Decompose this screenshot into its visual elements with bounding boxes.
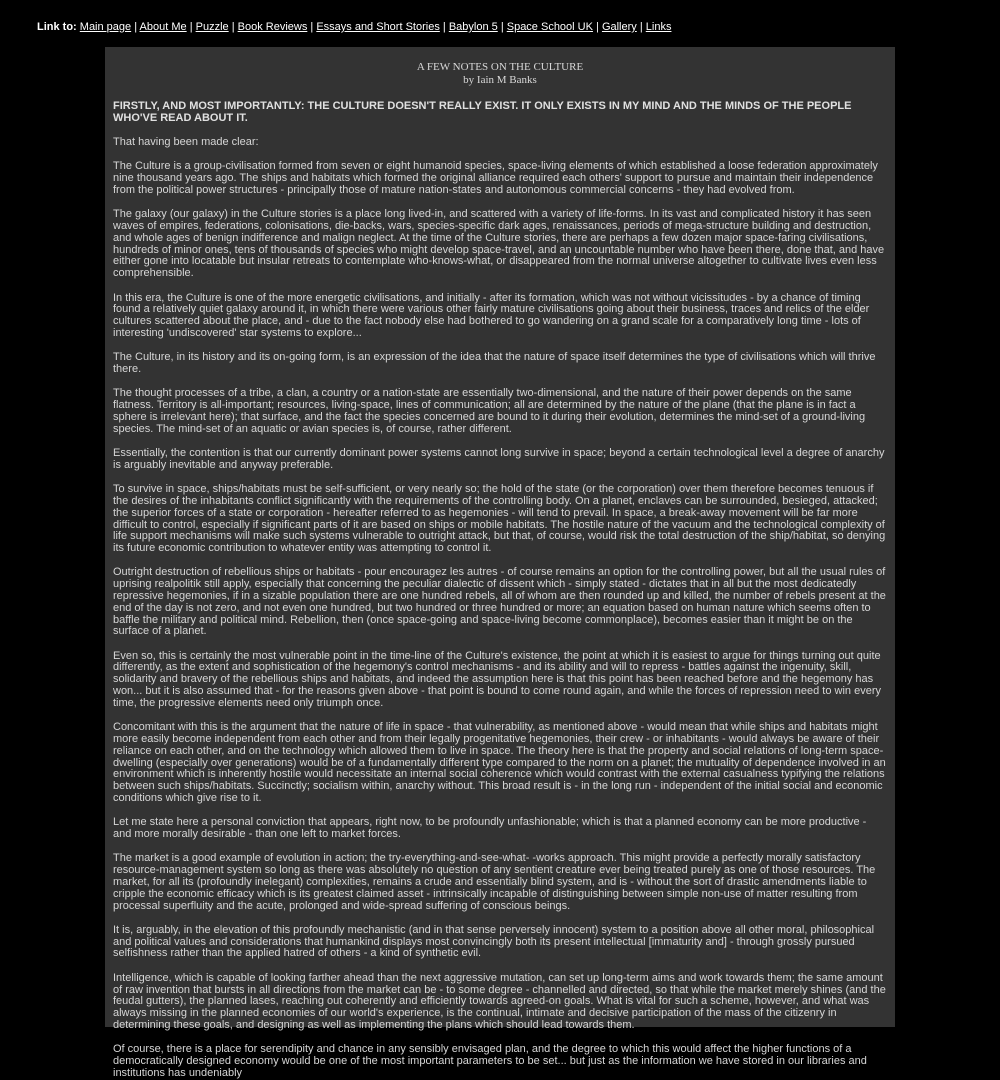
paragraph: That having been made clear: (113, 136, 259, 149)
navigation-bar (37, 21, 671, 33)
nav-link-babylon-5[interactable]: Babylon 5 (448, 21, 498, 33)
nav-separator: | (500, 21, 504, 33)
paragraph: It is, arguably, in the elevation of this profoundly mechanistic (and in that sense perversely innocent) system to a position above all other moral, philosophical and political values and considerations that humankind displays most convincingly both its present intellectual [immaturity and] - through grossly pursued selfishness rather than the applied hatred of others - a kind of synthetic evil. (113, 923, 875, 960)
nav-label: Link to: (37, 21, 77, 33)
nav-separator: | (310, 21, 314, 33)
paragraph: Of course, there is a place for serendipity and chance in any sensibly envisaged plan, and the degree to which this would affect the higher functions of a democratically designed economy would be one of the most important parameters to be set... but just as the information we have stored in our libraries and institutions has undeniably (113, 1043, 867, 1079)
nav-separator: | (189, 21, 193, 33)
nav-link-space-school-uk[interactable]: Space School UK (506, 21, 593, 33)
paragraph: Intelligence, which is capable of looking farther ahead than the next aggressive mutation, can set up long-term aims and work towards them; the same amount of raw invention that bursts in all directions from the market can be - to some degree - channelled and directed, so that while the market merely shines (and the feudal gutters), the planned lases, reaching out coherently and efficiently towards agreed-on goals. What is vital for such a scheme, however, and what was always missing in the planned economies of our world's experience, is the continual, intimate and decisive participation of the mass of the citizenry in determining these goals, and designing as well as implementing the plans which should lead towards them. (113, 971, 886, 1031)
paragraph: Let me state here a personal conviction that appears, right now, to be profoundly unfashionable; which is that a planned economy can be more productive - and more morally desirable - than one left to market forces. (113, 816, 867, 841)
nav-link-puzzle[interactable]: Puzzle (195, 21, 229, 33)
paragraph: The Culture, in its history and its on-going form, is an expression of the idea that the nature of space itself determines the type of civilisations which will thrive there. (113, 351, 876, 376)
nav-link-main-page[interactable]: Main page (79, 21, 132, 33)
article-panel (105, 47, 895, 1079)
paragraph: Even so, this is certainly the most vulnerable point in the time-line of the Culture's existence, the point at which it is easiest to argue for things turning out quite differently, as the extent and sophistication of the hegemony's control mechanisms - and its ability and will to repress - battles against the ingenuity, skill, solidarity and bravery of the rebellious ships and habitats, and indeed the assumption here is that this point has been reached before and the hegemony has won... but it is also assumed that - for the reasons given above - that point is bound to come round again, and while the forces of repression need to win every time, the progressive elements need only triumph once. (113, 649, 881, 709)
paragraph: Outright destruction of rebellious ships or habitats - pour encouragez les autres - of course remains an option for the controlling power, but all the usual rules of uprising realpolitik still apply, especially that concerning the peculiar dialectic of dissent which - simply stated - dictates that in all but the most dedicatedly repressive hegemonies, if in a sizable population there are one hundred rebels, all of whom are then rounded up and killed, the number of rebels present at the end of the day is not zero, and not even one hundred, but two hundred or three hundred or more; an equation based on human nature which seems often to baffle the military and political mind. Rebellion, then (once space-going and space-living become commonplace), becomes easier than it might be on the surface of a planet. (113, 566, 886, 638)
nav-link-essays[interactable]: Essays and Short Stories (316, 21, 440, 33)
nav-link-links[interactable]: Links (645, 21, 672, 33)
paragraph: Concomitant with this is the argument that the nature of life in space - that vulnerability, as mentioned above - would mean that while ships and habitats might more easily become independent from each other and from their legally progenitative hegemonies, their crew - or inhabitants - would always be aware of their reliance on each other, and on the technology which allowed them to live in space. The theory here is that the property and social relations of long-term space-dwelling (especially over generations) would be of a fundamentally different type compared to the norm on a planet; the mutuality of dependence involved in an environment which is inherently hostile would necessitate an internal social coherence which would contrast with the external casualness typifying the relations between such ships/habitats. Succinctly; socialism within, anarchy without. This broad result is - in the long run - independent of the initial social and economic conditions which give rise to it. (113, 721, 886, 804)
paragraph: The thought processes of a tribe, a clan, a country or a nation-state are essentially two-dimensional, and the nature of their power depends on the same flatness. Territory is all-important; resources, living-space, lines of communication; all are determined by the nature of the plane (that the plane is in fact a sphere is irrelevant here); that surface, and the fact the species concerned are bound to it during their evolution, determines the mind-set of a ground-living species. The mind-set of an aquatic or avian species is, of course, rather different. (113, 387, 866, 435)
paragraph: In this era, the Culture is one of the more energetic civilisations, and initially - after its formation, which was not without vicissitudes - by a chance of timing found a relatively quiet galaxy around it, in which there were various other fairly mature civilisations going about their business, traces and relics of the elder cultures scattered about the place, and - due to the fact nobody else had bothered to go wandering on a grand scale for a comparatively long time - lots of interesting 'undiscovered' star systems to explore... (113, 291, 870, 339)
nav-link-book-reviews[interactable]: Book Reviews (237, 21, 308, 33)
article-header (113, 61, 887, 86)
paragraph: The Culture is a group-civilisation formed from seven or eight humanoid species, space-living elements of which established a loose federation approximately nine thousand years ago. The ships and habitats which formed the original alliance required each others' support to pursue and maintain their independence from the political power structures - principally those of mature nation-states and autonomous commercial concerns - they had evolved from. (113, 160, 878, 196)
paragraph: The galaxy (our galaxy) in the Culture stories is a place long lived-in, and scattered with a variety of life-forms. In its vast and complicated history it has seen waves of empires, federations, colonisations, die-backs, wars, species-specific dark ages, renaissances, periods of mega-structure building and destruction, and whole ages of benign indifference and malign neglect. At the time of the Culture stories, there are perhaps a few dozen major space-faring civilisations, hundreds of minor ones, tens of thousands of species who might develop space-travel, and an uncountable number who have been there, done that, and have either gone into locatable but insular retreats to contemplate who-knows-what, or disappeared from the normal universe altogether to cultivate lives even less comprehensible. (113, 208, 885, 280)
nav-separator: | (442, 21, 446, 33)
nav-separator: | (231, 21, 235, 33)
nav-separator: | (596, 21, 599, 33)
paragraph: To survive in space, ships/habitats must be self-sufficient, or very nearly so; the hold of the state (or the corporation) over them therefore becomes tenuous if the desires of the inhabitants conflict significantly with the requirements of the controlling body. On a planet, enclaves can be surrounded, besieged, attacked; the superior forces of a state or corporation - hereafter referred to as hegemonies - will tend to prevail. In space, a break-away movement will be far more difficult to control, especially if significant parts of it are based on ships or mobile habitats. The hostile nature of the vacuum and the technological complexity of life support mechanisms will make such systems vulnerable to outright attack, but that, of course, would risk the total destruction of the ship/habitat, so denying its future economic contribution to whatever entity was attempting to control it. (113, 483, 886, 555)
paragraph: Essentially, the contention is that our currently dominant power systems cannot long survive in space; beyond a certain technological level a degree of anarchy is arguably inevitable and anyway preferable. (113, 447, 885, 471)
article-title: A FEW NOTES ON THE CULTURE (416, 61, 584, 73)
nav-link-gallery[interactable]: Gallery (601, 21, 637, 33)
nav-link-about-me[interactable]: About Me (139, 21, 187, 33)
nav-separator: | (134, 21, 138, 33)
paragraph: The market is a good example of evolution in action; the try-everything-and-see-what- -works approach. This might provide a perfectly morally satisfactory resource-management system so long as there was absolutely no question of any sentient creature ever being treated purely as one of those resources. The market, for all its (profoundly inelegant) complexities, remains a crude and essentially blind system, and is - without the sort of drastic amendments liable to cripple the economic efficacy which is its greatest claimed asset - intrinsically incapable of distinguishing between simple non-use of matter resulting from processal superfluity and the acute, prolonged and wide-spread suffering of conscious beings. (113, 852, 876, 912)
article-intro: FIRSTLY, AND MOST IMPORTANTLY: THE CULTURE DOESN'T REALLY EXIST. IT ONLY EXISTS IN MY MIND AND THE MINDS OF THE PEOPLE WHO'VE READ ABOUT IT. (113, 100, 852, 124)
nav-separator: | (639, 21, 643, 33)
article-author: by Iain M Banks (463, 73, 537, 86)
